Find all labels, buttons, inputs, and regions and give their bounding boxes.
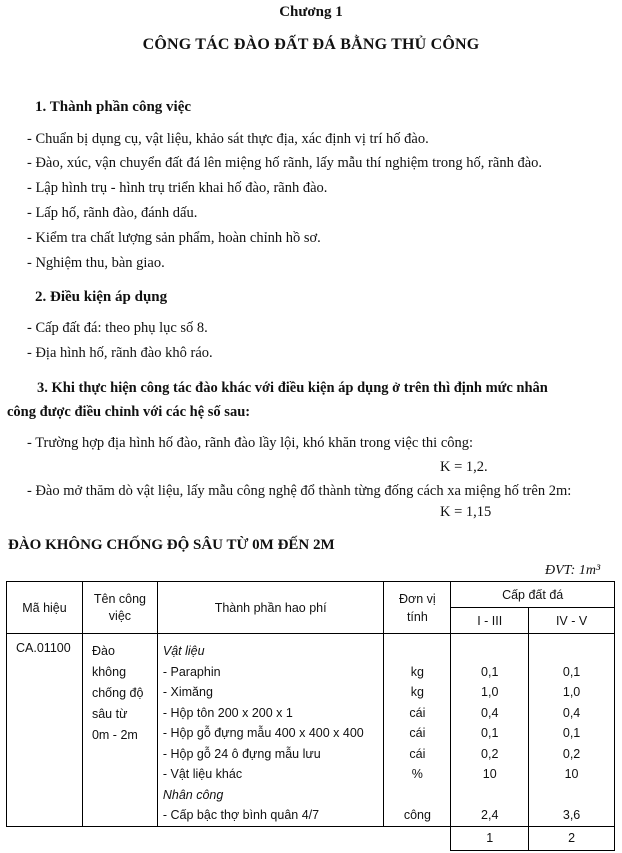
header-components: Thành phần hao phí [157,582,384,634]
table-title: ĐÀO KHÔNG CHỐNG ĐỘ SÂU TỪ 0M ĐẾN 2M [8,537,335,553]
footer-grade-a: 1 [451,826,529,850]
chapter-title: CÔNG TÁC ĐÀO ĐẤT ĐÁ BẰNG THỦ CÔNG [142,36,480,53]
footer-grade-b: 2 [529,826,615,850]
section3-case1: - Trường hợp địa hình hố đào, rãnh đào lầy lội, khó khăn trong việc thi công: [27,435,474,451]
footer-blank [157,826,384,850]
header-work-name: Tên công việc [82,582,157,634]
header-grade-b: IV - V [529,608,615,634]
section1-item: - Kiểm tra chất lượng sản phẩm, hoàn chỉnh hồ sơ. [27,230,321,246]
header-code: Mã hiệu [7,582,83,634]
section1-heading: 1. Thành phần công việc [35,99,192,115]
row-components: Vật liệu - Paraphin - Ximăng - Hộp tôn 200 x 200 x 1 - Hộp gỗ đựng mẫu 400 x 400 x 400 - Hộp gỗ 24 ô đựng mẫu lưu - Vật liệu khác Nhân công - Cấp bậc thợ bình quân 4/7 [157,634,384,827]
header-grade-a: I - III [451,608,529,634]
header-grade: Cấp đất đá [451,582,615,608]
section1-item: - Lấp hố, rãnh đào, đánh dấu. [27,205,198,221]
section3-k2: K = 1,15 [440,504,492,520]
section1-item: - Đào, xúc, vận chuyển đất đá lên miệng hố rãnh, lấy mẫu thí nghiệm trong hố, rãnh đào. [27,155,543,171]
section3-heading-line1: 3. Khi thực hiện công tác đào khác với điều kiện áp dụng ở trên thì định mức nhân [37,380,548,396]
row-grade-b: 0,1 1,0 0,4 0,1 0,2 10 3,6 [529,634,615,827]
section2-heading: 2. Điều kiện áp dụng [35,289,168,305]
section3-k1: K = 1,2. [440,459,488,475]
section2-item: - Cấp đất đá: theo phụ lục số 8. [27,320,208,336]
section1-item: - Nghiệm thu, bàn giao. [27,255,165,271]
chapter-label: Chương 1 [279,4,343,20]
norm-table [6,581,615,851]
section2-item: - Địa hình hố, rãnh đào khô ráo. [27,345,213,361]
section1-item: - Chuẩn bị dụng cụ, vật liệu, khảo sát thực địa, xác định vị trí hố đào. [27,131,429,147]
section1-item: - Lập hình trụ - hình trụ triển khai hố đào, rãnh đào. [27,180,328,196]
row-work-name: Đào không chống độ sâu từ 0m - 2m [82,634,157,827]
row-grade-a: 0,1 1,0 0,4 0,1 0,2 10 2,4 [451,634,529,827]
header-unit: Đơn vị tính [384,582,451,634]
section3-heading-line2: công được điều chỉnh với các hệ số sau: [7,404,251,420]
row-code: CA.01100 [7,634,83,827]
footer-blank [7,826,83,850]
section3-case2: - Đào mở thăm dò vật liệu, lấy mẫu công nghệ đổ thành từng đống cách xa miệng hố trên 2m: [27,483,572,499]
row-units: kg kg cái cái cái % công [384,634,451,827]
footer-blank [384,826,451,850]
unit-note: ĐVT: 1m³ [545,563,601,578]
footer-blank [82,826,157,850]
